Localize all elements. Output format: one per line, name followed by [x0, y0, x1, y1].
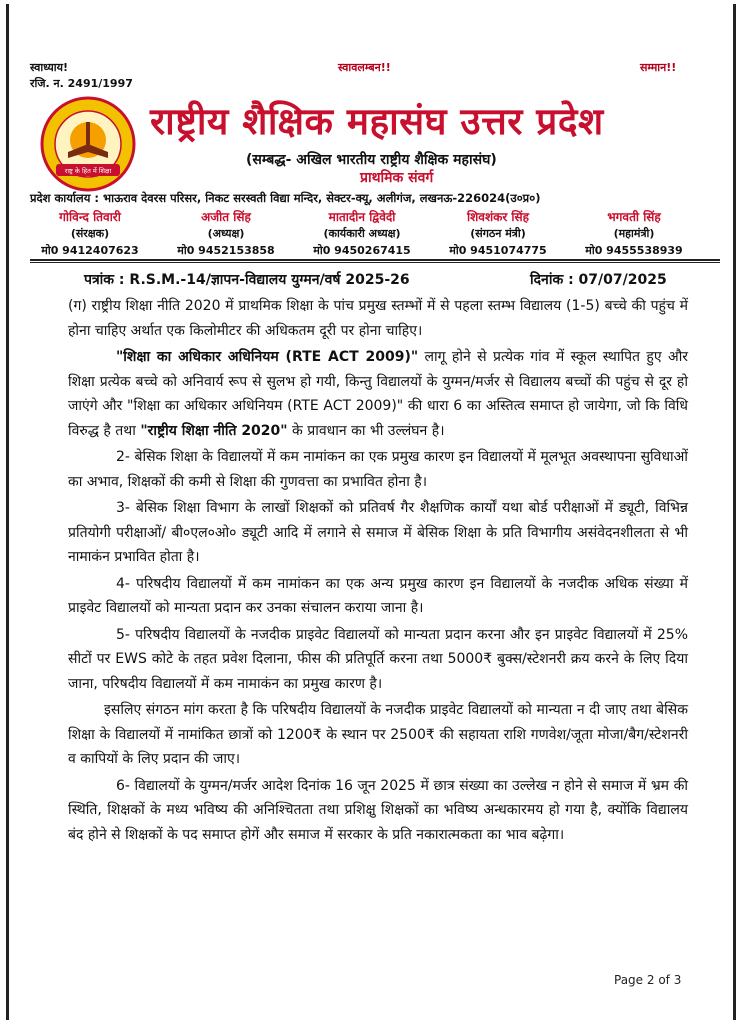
officer-patron: [20, 208, 160, 258]
rte-text-end: के प्रावधान का भी उल्लंघन है।: [287, 422, 445, 439]
office-address: प्रदेश कार्यालय : भाऊराव देवरस परिसर, निकट सरस्वती विद्या मन्दिर, सेक्टर-क्यू, अलीगंज, लखनऊ-226024(उ०प्र०): [30, 191, 541, 205]
officer-role: (महामंत्री): [613, 227, 655, 240]
paragraph-demand: इसलिए संगठन मांग करता है कि परिषदीय विद्यालयों के नजदीक प्राइवेट विद्यालयों को मान्यता न दी जाए तथा बेसिक शिक्षा के विद्यालयों में नामांकित छात्रों को 1200₹ के स्थान पर 2500₹ की सहायता राशि गणवेश/जूता मोजा/बैग/स्टेशनरी व कापियों के लिए प्रदान की जाए।: [68, 702, 688, 767]
letter-date: दिनांक : 07/07/2025: [530, 272, 667, 288]
officer-phone: मो0 9452153858: [177, 244, 275, 257]
officer-name: गोविन्द तिवारी: [59, 210, 121, 224]
logo-motto: राष्ट्र के हित में शिक्षा: [64, 167, 112, 175]
rte-text: लागू होने से प्रत्येक गांव में स्कूल स्थापित हुए और शिक्षा प्रत्येक बच्चे को अनिवार्य रूप से सुलभ हो गयी, किन्तु विद्यालयों के युग्मन/मर्जर से विद्यालय बच्चों की पहुंच से दूर हो जाएंगे और "शिक्षा का अधिकार अधिनियम (RTE ACT 2009)" की धारा 6 का अस्तित्व समाप्त हो जायेगा, जो कि विधि विरुद्ध है तथा: [68, 349, 688, 439]
paragraph-g: (ग) राष्ट्रीय शिक्षा नीति 2020 में प्राथमिक शिक्षा के पांच प्रमुख स्तम्भों में से पहला स्तम्भ विद्यालय (1-5) बच्चे की पहुंच में होना चाहिए अर्थात एक किलोमीटर की अधिकतम दूरी पर होना चाहिए।: [68, 298, 688, 339]
organization-title: राष्ट्रीय शैक्षिक महासंघ उत्तर प्रदेश: [150, 99, 604, 143]
rte-act-bold: "शिक्षा का अधिकार अधिनियम (RTE ACT 2009)": [116, 349, 419, 365]
officer-role: (संरक्षक): [70, 227, 110, 240]
paragraph-5: 5- परिषदीय विद्यालयों के नजदीक प्राइवेट विद्यालयों को मान्यता प्रदान करना और इन प्राइवेट विद्यालयों में 25% सीटों पर EWS कोटे के तहत प्रवेश दिलाना, फीस की प्रतिपूर्ति करना तथा 5000₹ बुक्स/स्टेशनरी क्रय करने के लिए दिया जाना, परिषदीय विद्यालयों में कम नामाकंन का प्रमुख कारण है।: [68, 626, 688, 692]
officer-general-secretary: [564, 208, 704, 258]
officer-name: अजीत सिंह: [201, 210, 251, 224]
nep-bold: "राष्ट्रीय शिक्षा नीति 2020": [140, 422, 288, 439]
header-divider: [30, 259, 720, 261]
torch-icon: [86, 122, 90, 148]
paragraph-rte: [68, 345, 688, 443]
organization-logo: [40, 96, 136, 192]
officer-name: भगवती सिंह: [607, 210, 661, 224]
officer-working-president: [292, 208, 432, 258]
officer-president: [156, 208, 296, 258]
motto-center: स्वावलम्बन!!: [338, 61, 391, 74]
officer-role: (संगठन मंत्री): [470, 227, 526, 240]
motto-right: सम्मान!!: [640, 61, 677, 74]
reference-number: पत्रांक : R.S.M.-14/ज्ञापन-विद्यालय युग्मन/वर्ष 2025-26: [84, 272, 410, 288]
officer-role: (अध्यक्ष): [207, 227, 245, 240]
officers-list: [30, 208, 710, 256]
officer-phone: मो0 9451074775: [449, 244, 547, 257]
header-divider-thin: [30, 262, 720, 263]
paragraph-2: 2- बेसिक शिक्षा के विद्यालयों में कम नामांकन का एक प्रमुख कारण इन विद्यालयों में मूलभूत अवस्थापना सुविधाओं का अभाव, शिक्षकों की कमी से शिक्षा की गुणवत्ता का प्रभावित होना है।: [68, 449, 688, 490]
officer-name: मातादीन द्विवेदी: [328, 210, 396, 224]
cadre-label: प्राथमिक संवर्ग: [360, 170, 434, 186]
paragraph-4: 4- परिषदीय विद्यालयों में कम नामांकन का एक अन्य प्रमुख कारण इन विद्यालयों के नजदीक अधिक संख्या में प्राइवेट विद्यालयों को मान्यता प्रदान कर उनका संचालन कराया जाना है।: [68, 575, 688, 616]
affiliation: (सम्बद्ध- अखिल भारतीय राष्ट्रीय शैक्षिक महासंघ): [246, 152, 497, 168]
registration-number: रजि. न. 2491/1997: [30, 77, 133, 90]
officer-phone: मो0 9412407623: [41, 244, 139, 257]
paragraph-3: 3- बेसिक शिक्षा विभाग के लाखों शिक्षकों को प्रतिवर्ष गैर शैक्षणिक कार्यों यथा बोर्ड परीक्षाओं में ड्यूटी, विभिन्न प्रतियोगी परीक्षाओं/ बी०एल०ओ० ड्यूटी आदि में लगाने से समाज में बेसिक शिक्षा के प्रति विभागीय असंवेदनशीलता से भी नामाकंन प्रभावित होता है।: [68, 500, 688, 565]
paragraph-6: 6- विद्यालयों के युग्मन/मर्जर आदेश दिनांक 16 जून 2025 में छात्र संख्या का उल्लेख न होने से समाज में भ्रम की स्थिति, शिक्षकों के मध्य भविष्य की अनिश्चितता तथा प्रशिक्षु शिक्षकों का भविष्य अन्धकारमय हो गया है, क्योंकि विद्यालय बंद होने से शिक्षकों के पद समाप्त होगें और समाज में सरकार के प्रति नकारात्मकता का भाव बढ़ेगा।: [68, 777, 688, 843]
page-number: Page 2 of 3: [614, 973, 682, 987]
officer-phone: मो0 9450267415: [313, 244, 411, 257]
letter-body: [68, 294, 688, 849]
officer-phone: मो0 9455538939: [585, 244, 683, 257]
officer-organizing-secretary: [428, 208, 568, 258]
officer-role: (कार्यकारी अध्यक्ष): [323, 227, 401, 240]
motto-left: स्वाध्याय!: [30, 61, 69, 74]
officer-name: शिवशंकर सिंह: [467, 210, 529, 224]
